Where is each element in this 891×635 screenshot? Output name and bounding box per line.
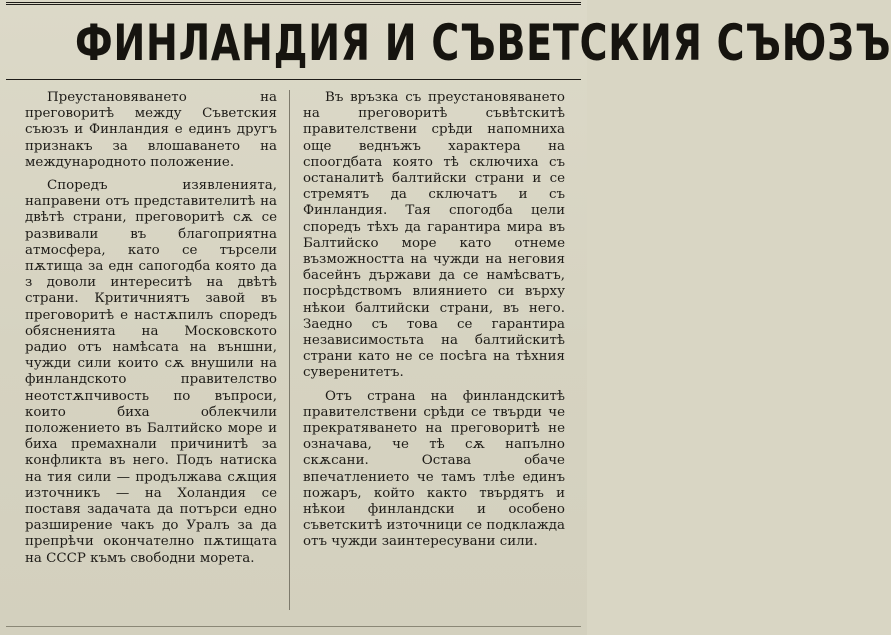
- bottom-rule: [6, 626, 581, 627]
- paragraph: Отъ страна на финландскитѣ правителствени срѣди се твърди че прекратяването на преговоритѣ не означава, че тѣ сѫ напълно скѫсани. Остава обаче впечатлението че тамъ тлѣе единъ пожаръ, който както твърдятъ и нѣкои финландски и особено съветскитѣ източници се подклажда отъ чужди заинтересувани сили.: [303, 388, 565, 550]
- headline: ФИНЛАНДИЯ И СЪВЕТСКИЯ СЪЮЗЪ: [75, 14, 891, 72]
- left-column: [25, 90, 277, 574]
- paragraph: Преустановяването на преговоритѣ между Съветския съюзъ и Финландия е единъ другъ признакъ за влошаването на международното положение.: [25, 90, 277, 170]
- headline-rule: [6, 79, 581, 80]
- paragraph: Споредъ изявленията, направени отъ представителитѣ на двѣтѣ страни, преговоритѣ сѫ се развивали въ благоприятна атмосфера, като се търсели пѫтища за едн сапогодба която да з доволи интереситѣ на двѣтѣ страни. Критичниятъ завой въ преговоритѣ е настѫпилъ споредъ обясненията на Московското радио отъ намѣсата на външни, чужди сили които сѫ внушили на финландското правителство неотстѫпчивость по въпроси, които биха облекчили положението въ Балтийско море и биха премахнали причинитѣ за конфликта въ него. Подъ натиска на тия сили — продължава сѫщия източникъ — на Холандия се поставя задачата да потърси едно разширение чакъ до Уралъ за да препрѣчи окончателно пѫтищата на СССР къмъ свободни морета.: [25, 178, 277, 566]
- paragraph: Въ връзка съ преустановяването на преговоритѣ съвѣтскитѣ правителствени срѣди напомниха още веднъжъ характера на споогдбата която тѣ сключиха съ останалитѣ балтийски страни и се стремятъ да сключатъ и съ Финландия. Тая спогодба цели споредъ тѣхъ да гарантира мира въ Балтийско море като отнеме възможността на чужди на неговия басейнъ държави да се намѣсватъ, посрѣдствомъ влиянието си върху нѣкои балтийски страни, въ него. Заедно съ това се гарантира независимостьта на балтийскитѣ страни като не се посѣга на тѣхния суверенитетъ.: [303, 90, 565, 381]
- right-column: [303, 90, 565, 558]
- column-divider: [289, 90, 290, 610]
- top-rule: [6, 2, 581, 5]
